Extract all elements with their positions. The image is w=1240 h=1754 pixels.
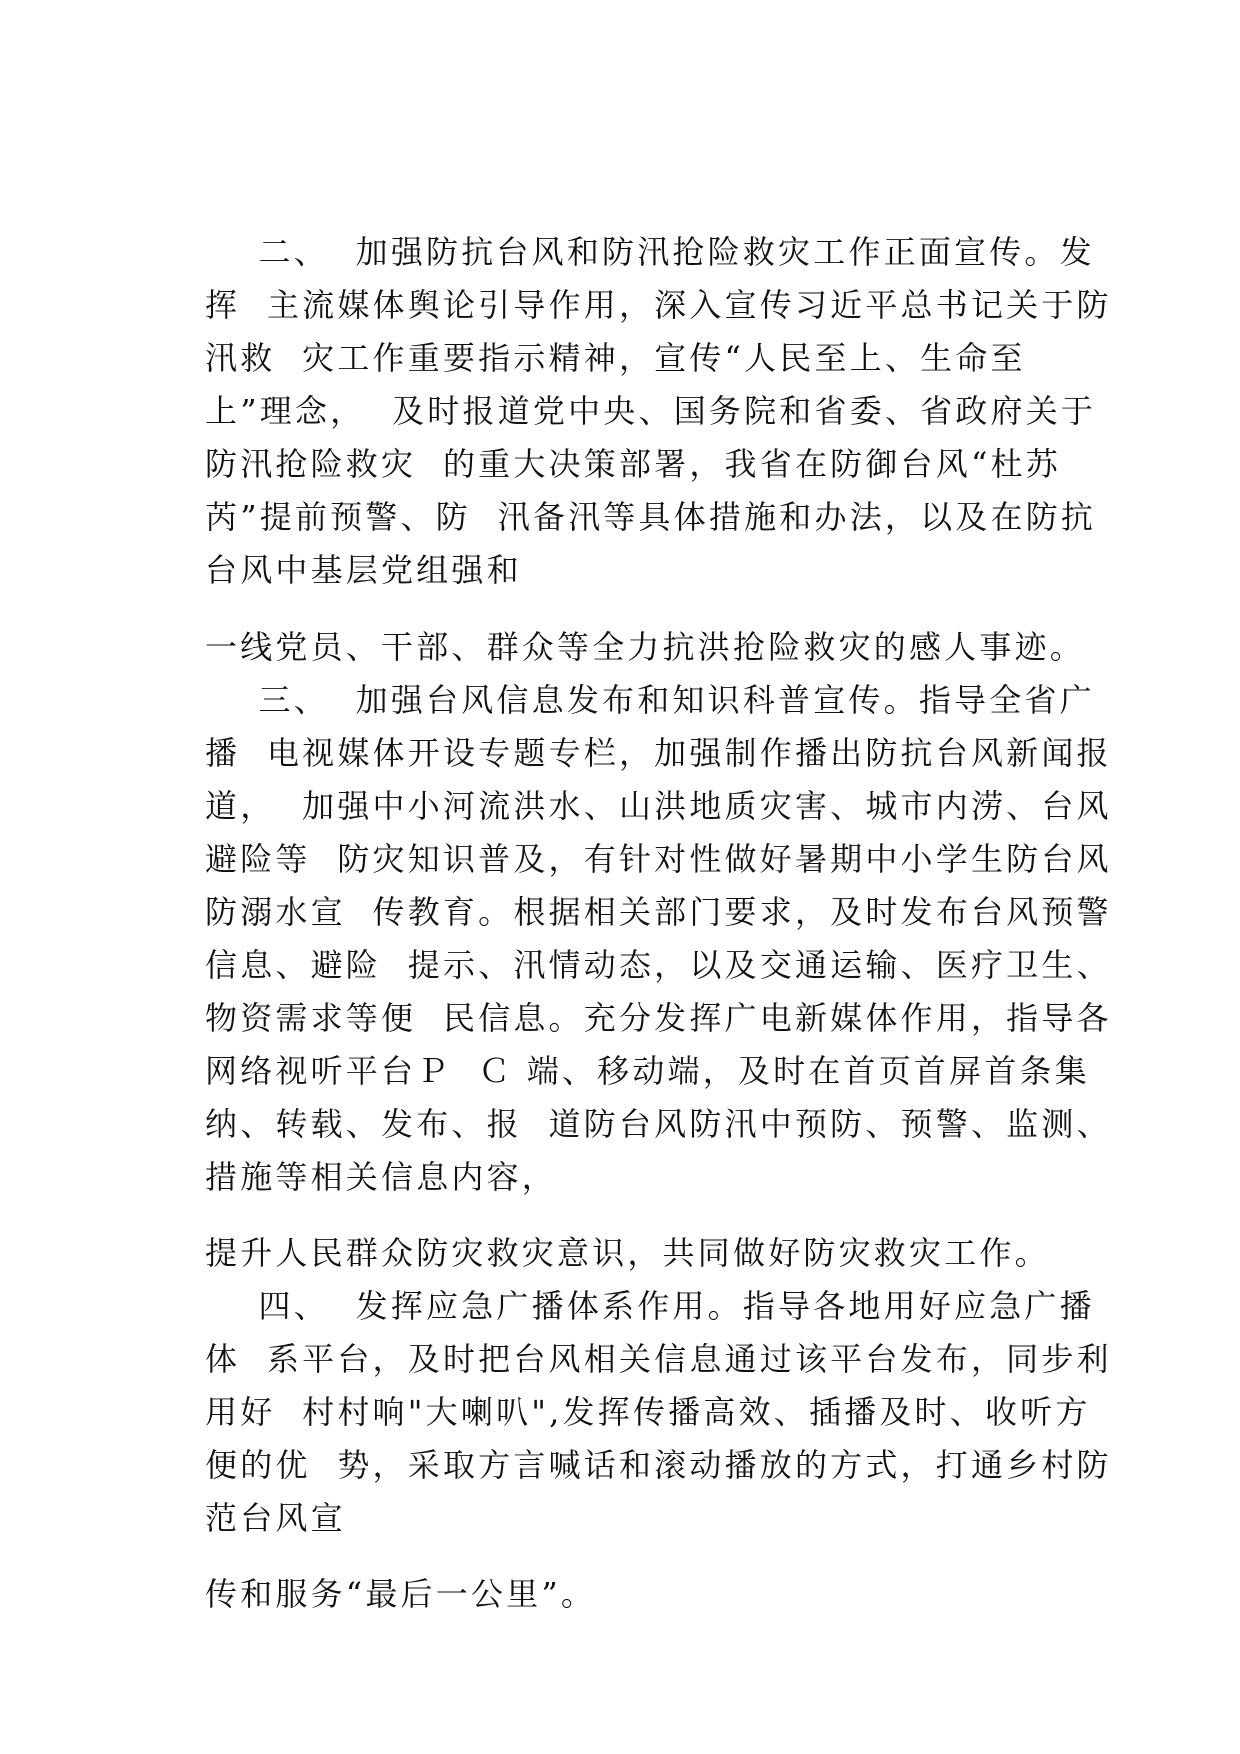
- paragraph-4-line-6: 传和服务“最后一公里”。: [205, 1575, 597, 1613]
- paragraph-3-line-3: 道， 加强中小河流洪水、山洪地质灾害、城市内涝、台风: [205, 787, 1112, 825]
- paragraph-2-line-5: 防汛抢险救灾 的重大决策部署，我省在防御台风“杜苏: [205, 445, 1061, 483]
- paragraph-3-line-1: 三、 加强台风信息发布和知识科普宣传。指导全省广: [205, 681, 1095, 719]
- paragraph-3-line-9: 纳、转载、发布、报 道防台风防汛中预防、预警、监测、: [205, 1105, 1112, 1143]
- paragraph-3-line-11: 提升人民群众防灾救灾意识，共同做好防灾救灾工作。: [205, 1234, 1050, 1272]
- paragraph-4-line-5: 范台风宣: [205, 1499, 346, 1537]
- paragraph-3-line-2: 播 电视媒体开设专题专栏，加强制作播出防抗台风新闻报: [205, 734, 1112, 772]
- paragraph-2-line-1: 二、 加强防抗台风和防汛抢险救灾工作正面宣传。发: [205, 233, 1095, 271]
- paragraph-4-line-3: 用好 村村响"大喇叭",发挥传播高效、插播及时、收听方: [205, 1393, 1091, 1431]
- paragraph-3-line-10: 措施等相关信息内容，: [205, 1158, 558, 1196]
- paragraph-3-line-7: 物资需求等便 民信息。充分发挥广电新媒体作用，指导各: [205, 999, 1112, 1037]
- paragraph-4-line-1: 四、 发挥应急广播体系作用。指导各地用好应急广播: [205, 1287, 1095, 1325]
- paragraph-2-line-2: 挥 主流媒体舆论引导作用，深入宣传习近平总书记关于防: [205, 286, 1112, 324]
- paragraph-3-line-8: 网络视听平台Ｐ Ｃ 端、移动端，及时在首页首屏首条集: [205, 1052, 1090, 1090]
- paragraph-2-line-3: 汛救 灾工作重要指示精神，宣传“人民至上、生命至: [205, 339, 1026, 377]
- paragraph-2-line-4: 上”理念， 及时报道党中央、国务院和省委、省政府关于: [205, 392, 1097, 430]
- paragraph-3-line-6: 信息、避险 提示、汛情动态，以及交通运输、医疗卫生、: [205, 946, 1112, 984]
- paragraph-3-line-5: 防溺水宣 传教育。根据相关部门要求，及时发布台风预警: [205, 893, 1112, 931]
- paragraph-3-line-4: 避险等 防灾知识普及，有针对性做好暑期中小学生防台风: [205, 840, 1112, 878]
- paragraph-2-line-8: 一线党员、干部、群众等全力抗洪抢险救灾的感人事迹。: [205, 628, 1086, 666]
- paragraph-2-line-6: 芮”提前预警、防 汛备汛等具体措施和办法，以及在防抗: [205, 498, 1097, 536]
- paragraph-2-line-7: 台风中基层党组强和: [205, 551, 522, 589]
- paragraph-4-line-4: 便的优 势，采取方言喊话和滚动播放的方式，打通乡村防: [205, 1446, 1112, 1484]
- paragraph-4-line-2: 体 系平台，及时把台风相关信息通过该平台发布，同步利: [205, 1340, 1112, 1378]
